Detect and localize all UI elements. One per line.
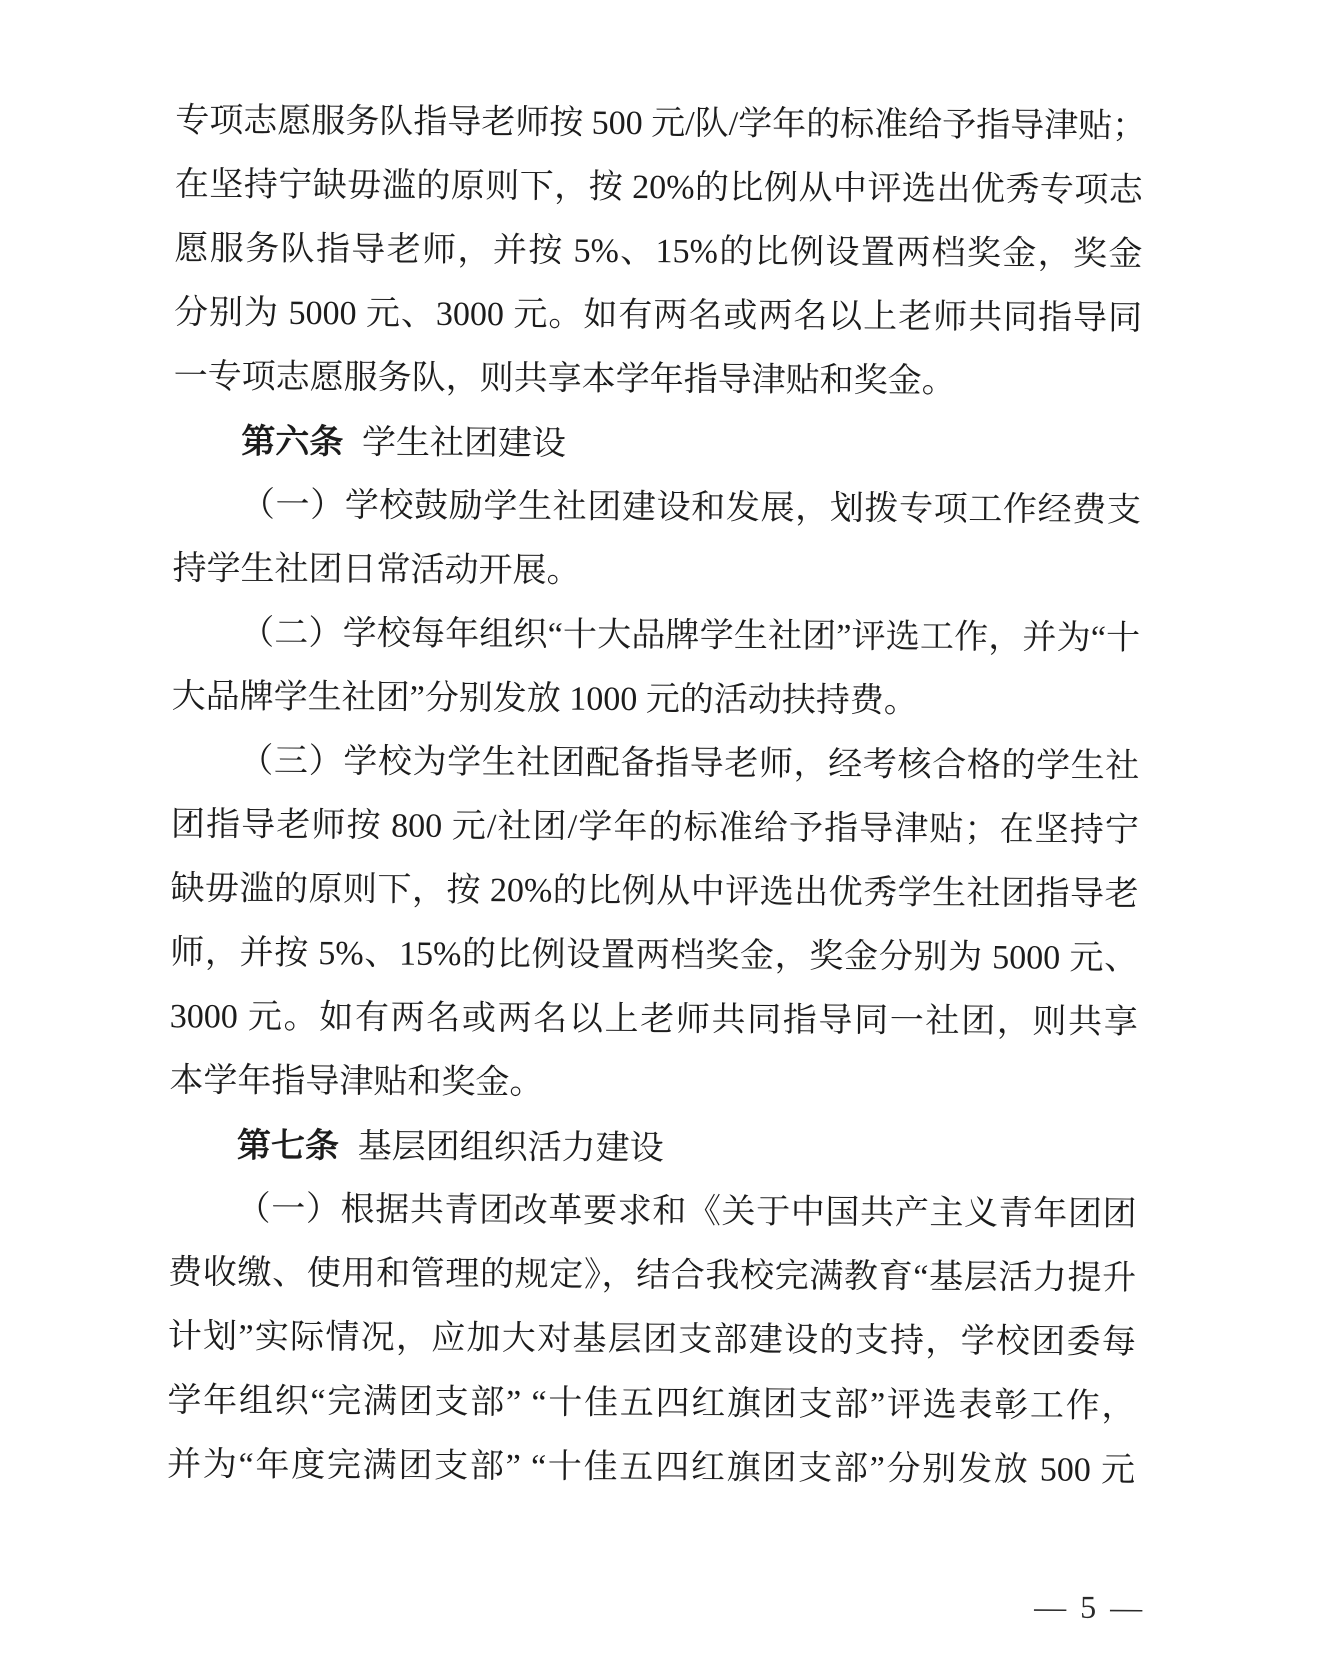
text-segment: 大品牌学生社团”分别发放 1000 元的活动扶持费。 [171,678,918,720]
text-segment: （二）学校每年组织“十大品牌学生社团”评选工作，并为“十 [240,614,1141,658]
text-line [172,537,1140,607]
text-segment: 分别为 5000 元、3000 元。如有两名或两名以上老师共同指导同 [173,294,1143,338]
heading-line [173,409,1141,479]
page-number: — 5 — [1034,1588,1146,1626]
text-segment: 基层团组织活力建设 [357,1128,664,1168]
text-line [172,601,1140,671]
text-segment: 团指导老师按 800 元/社团/学年的标准给予指导津贴；在坚持宁 [170,806,1140,850]
text-segment: （三）学校为学生社团配备指导老师，经考核合格的学生社 [239,742,1140,786]
text-segment: 3000 元。如有两名或两名以上老师共同指导同一社团，则共享 [169,998,1138,1042]
text-segment: 并为“年度完满团支部” “十佳五四红旗团支部”分别发放 500 元 [166,1446,1136,1490]
text-segment: 师，并按 5%、15%的比例设置两档奖金，奖金分别为 5000 元、 [170,934,1139,978]
article-number: 第七条 [236,1126,340,1166]
heading-line [169,1113,1137,1183]
text-line [174,281,1142,351]
text-segment: （一）学校鼓励学生社团建设和发展，划拨专项工作经费支 [240,486,1142,530]
text-segment: 学年组织“完满团支部” “十佳五四红旗团支部”评选表彰工作， [167,1382,1136,1426]
text-line [168,1305,1136,1375]
text-segment: 持学生社团日常活动开展。 [172,550,581,590]
document-body [166,89,1147,1503]
text-segment: 愿服务队指导老师，并按 5%、15%的比例设置两档奖金，奖金 [174,230,1143,274]
text-line [170,921,1138,991]
text-line [174,217,1142,287]
article-number: 第六条 [241,422,344,462]
text-line [170,857,1138,927]
text-line [175,89,1147,159]
text-line [168,1241,1136,1311]
text-segment: 一专项志愿服务队，则共享本学年指导津贴和奖金。 [173,358,956,401]
text-segment: 本学年指导津贴和奖金。 [169,1062,544,1102]
text-line [167,1369,1135,1439]
text-line [173,473,1141,543]
text-line [173,345,1141,415]
text-segment: 专项志愿服务队指导老师按 500 元/队/学年的标准给予指导津贴； [175,102,1147,146]
text-segment: 学生社团建设 [361,424,567,463]
text-line [169,1049,1137,1119]
text-line [170,985,1138,1055]
text-segment: （一）根据共青团改革要求和《关于中国共产主义青年团团 [236,1190,1137,1234]
text-segment: 在坚持宁缺毋滥的原则下，按 20%的比例从中评选出优秀专项志 [174,166,1143,210]
text-line [172,665,1140,735]
text-line [168,1177,1136,1247]
text-segment: 费收缴、使用和管理的规定》，结合我校完满教育“基层活力提升 [168,1254,1137,1298]
text-segment: 计划”实际情况，应加大对基层团支部建设的支持，学校团委每 [167,1318,1136,1362]
text-line [167,1433,1135,1503]
text-line [171,793,1139,863]
text-line [175,153,1143,223]
text-line [171,729,1139,799]
text-segment: 缺毋滥的原则下，按 20%的比例从中评选出优秀学生社团指导老 [170,870,1139,914]
